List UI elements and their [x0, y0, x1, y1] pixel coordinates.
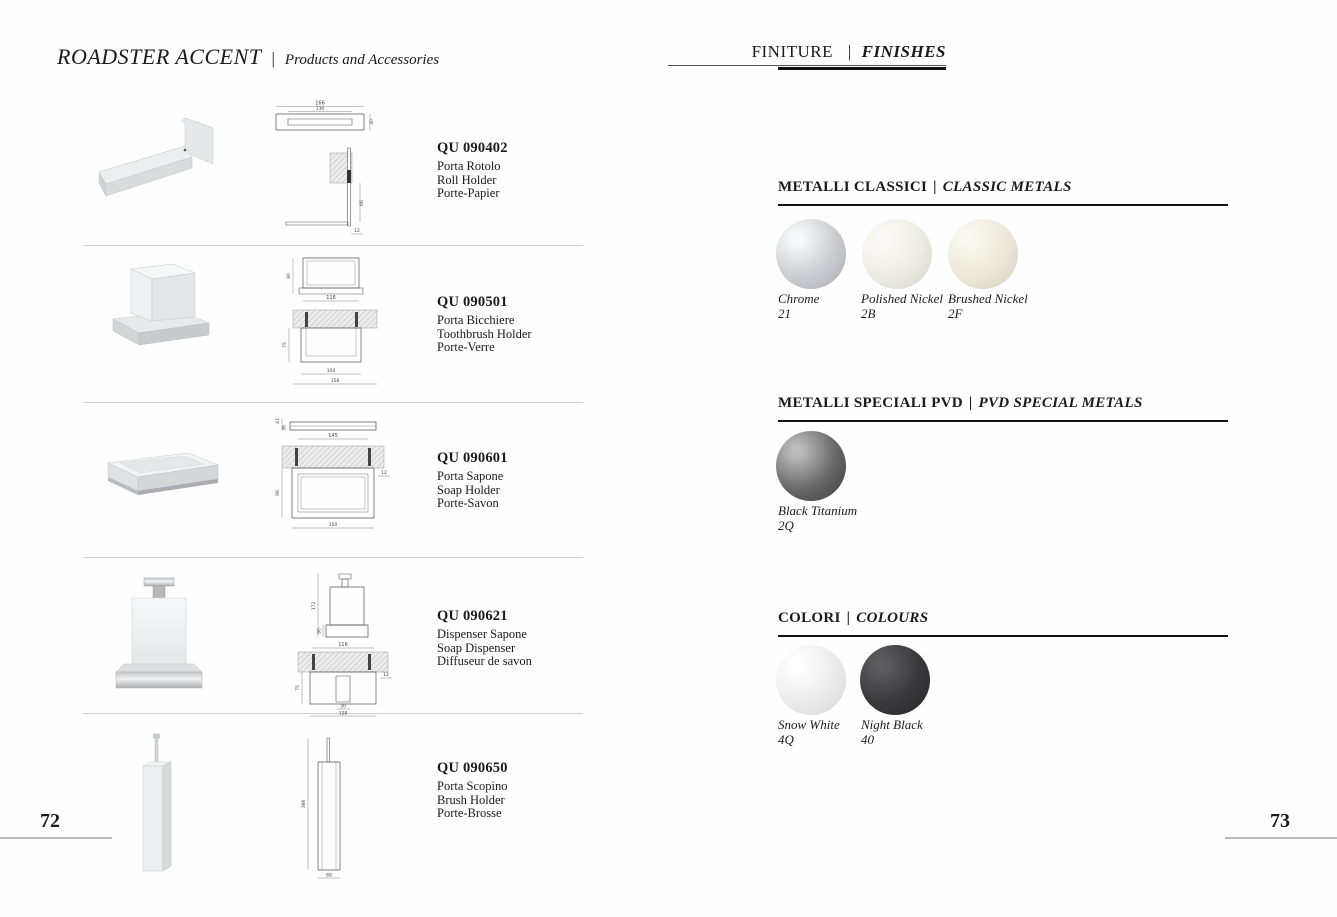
swatch-brushed-nickel: [948, 219, 1018, 289]
section-separator: |: [933, 179, 937, 195]
swatch-label: [861, 291, 945, 321]
product-name-fr: Porte-Verre: [437, 340, 495, 354]
product-code: QU 090621: [437, 608, 508, 624]
row-divider: [83, 245, 583, 246]
product-name-en: Toothbrush Holder: [437, 326, 532, 341]
dim-label: 150: [328, 523, 338, 528]
product-name-it: Porta Bicchiere: [437, 313, 515, 327]
swatch-black-titanium: [776, 431, 846, 501]
product-drawing-soap-holder: [268, 412, 398, 554]
dim-label: 12: [383, 673, 389, 678]
dim-label: 116: [338, 642, 348, 648]
swatch-code: 2Q: [778, 518, 794, 533]
page-number-rule: [0, 837, 112, 839]
dim-label: 104: [326, 369, 336, 374]
collection-title: ROADSTER ACCENT: [57, 44, 262, 69]
dim-label: 158: [330, 379, 340, 384]
product-photo-brush-holder: [135, 732, 180, 877]
dim-label: 88: [326, 873, 332, 879]
dim-label: 30: [340, 704, 346, 710]
product-photo-soap-dispenser: [110, 572, 210, 712]
section-heading-pvd-metals: [778, 394, 1228, 422]
dim-label: 90: [317, 628, 323, 634]
product-name-it: Porta Scopino: [437, 779, 508, 793]
section-title-en: CLASSIC METALS: [942, 179, 1072, 195]
swatch-label: [778, 717, 862, 747]
dim-label: 96: [276, 490, 281, 496]
dim-label: 66: [360, 200, 365, 206]
product-info: [437, 140, 637, 201]
dim-label: 145: [328, 433, 338, 439]
dim-label: 90: [287, 273, 292, 279]
swatch-polished-nickel: [862, 219, 932, 289]
product-code: QU 090650: [437, 760, 508, 776]
product-photo-roll-holder: [95, 110, 245, 205]
product-drawing-roll-holder: [268, 98, 398, 240]
swatch-label: [861, 717, 945, 747]
product-name-en: Soap Dispenser: [437, 640, 516, 655]
product-name-it: Porta Rotolo: [437, 159, 501, 173]
right-page-header: [668, 42, 946, 66]
swatch-code: 2B: [861, 306, 876, 321]
swatch-name: Snow White: [778, 717, 840, 732]
dim-label: 41: [276, 418, 281, 424]
swatch-label: [948, 291, 1032, 321]
product-name-fr: Porte-Papier: [437, 186, 500, 200]
dim-label: 75: [296, 685, 301, 691]
product-name-fr: Porte-Brosse: [437, 806, 502, 820]
header-separator: |: [271, 49, 275, 68]
product-drawing-soap-dispenser: [282, 568, 402, 718]
section-title-en: COLOURS: [856, 610, 929, 626]
page-number-left: 72: [40, 810, 60, 832]
product-info: [437, 450, 637, 511]
product-photo-soap-holder: [100, 435, 225, 505]
section-heading-classic-metals: [778, 178, 1228, 206]
dim-label: 36: [282, 425, 288, 431]
product-code: QU 090601: [437, 450, 508, 466]
page-number-rule: [1225, 837, 1337, 839]
finishes-subtitle: FINISHES: [861, 42, 946, 61]
swatch-code: 40: [861, 732, 874, 747]
dim-label: 30: [370, 119, 375, 125]
dim-label: 130: [315, 107, 325, 112]
dim-label: 128: [338, 711, 348, 717]
swatch-snow-white: [776, 645, 846, 715]
header-underline: [778, 67, 946, 70]
finishes-title: FINITURE: [751, 42, 834, 61]
section-title-it: METALLI CLASSICI: [778, 179, 928, 195]
product-name-fr: Porte-Savon: [437, 496, 499, 510]
section-title-it: COLORI: [778, 610, 841, 626]
page-number-right: 73: [1270, 810, 1290, 832]
dim-label: 172: [312, 601, 317, 611]
product-drawing-brush-holder: [298, 732, 363, 882]
product-name-en: Brush Holder: [437, 792, 505, 807]
product-name-en: Soap Holder: [437, 482, 500, 497]
dim-label: 116: [326, 295, 336, 301]
collection-subtitle: Products and Accessories: [284, 52, 440, 68]
left-page-header: [57, 44, 439, 70]
row-divider: [83, 402, 583, 403]
swatch-name: Polished Nickel: [861, 291, 943, 306]
section-separator: |: [846, 610, 851, 626]
swatch-chrome: [776, 219, 846, 289]
dim-label: 12: [381, 471, 387, 476]
section-heading-colours: [778, 609, 1228, 637]
swatch-label: [778, 503, 862, 533]
section-title-it: METALLI SPECIALI PVD: [778, 395, 963, 411]
dim-label: 366: [302, 799, 307, 809]
dim-label: 75: [283, 342, 288, 348]
section-title-en: PVD SPECIAL METALS: [978, 395, 1143, 411]
product-info: [437, 294, 637, 355]
swatch-name: Chrome: [778, 291, 820, 306]
product-info: [437, 608, 637, 669]
dim-label: 166: [315, 100, 325, 107]
product-name-fr: Diffuseur de savon: [437, 654, 532, 668]
product-info: [437, 760, 637, 821]
row-divider: [83, 557, 583, 558]
header-separator: |: [847, 42, 852, 61]
product-name-it: Dispenser Sapone: [437, 627, 527, 641]
swatch-code: 4Q: [778, 732, 794, 747]
swatch-name: Black Titanium: [778, 503, 858, 518]
swatch-label: [778, 291, 862, 321]
swatch-code: 21: [778, 306, 791, 321]
swatch-name: Brushed Nickel: [948, 291, 1028, 306]
section-separator: |: [968, 395, 973, 411]
product-code: QU 090402: [437, 140, 508, 156]
product-drawing-toothbrush-holder: [275, 248, 395, 396]
product-photo-toothbrush-holder: [105, 255, 220, 355]
dim-label: 12: [354, 229, 360, 234]
product-code: QU 090501: [437, 294, 508, 310]
swatch-night-black: [860, 645, 930, 715]
swatch-code: 2F: [948, 306, 963, 321]
product-name-it: Porta Sapone: [437, 469, 504, 483]
swatch-name: Night Black: [861, 717, 923, 732]
product-name-en: Roll Holder: [437, 172, 497, 187]
